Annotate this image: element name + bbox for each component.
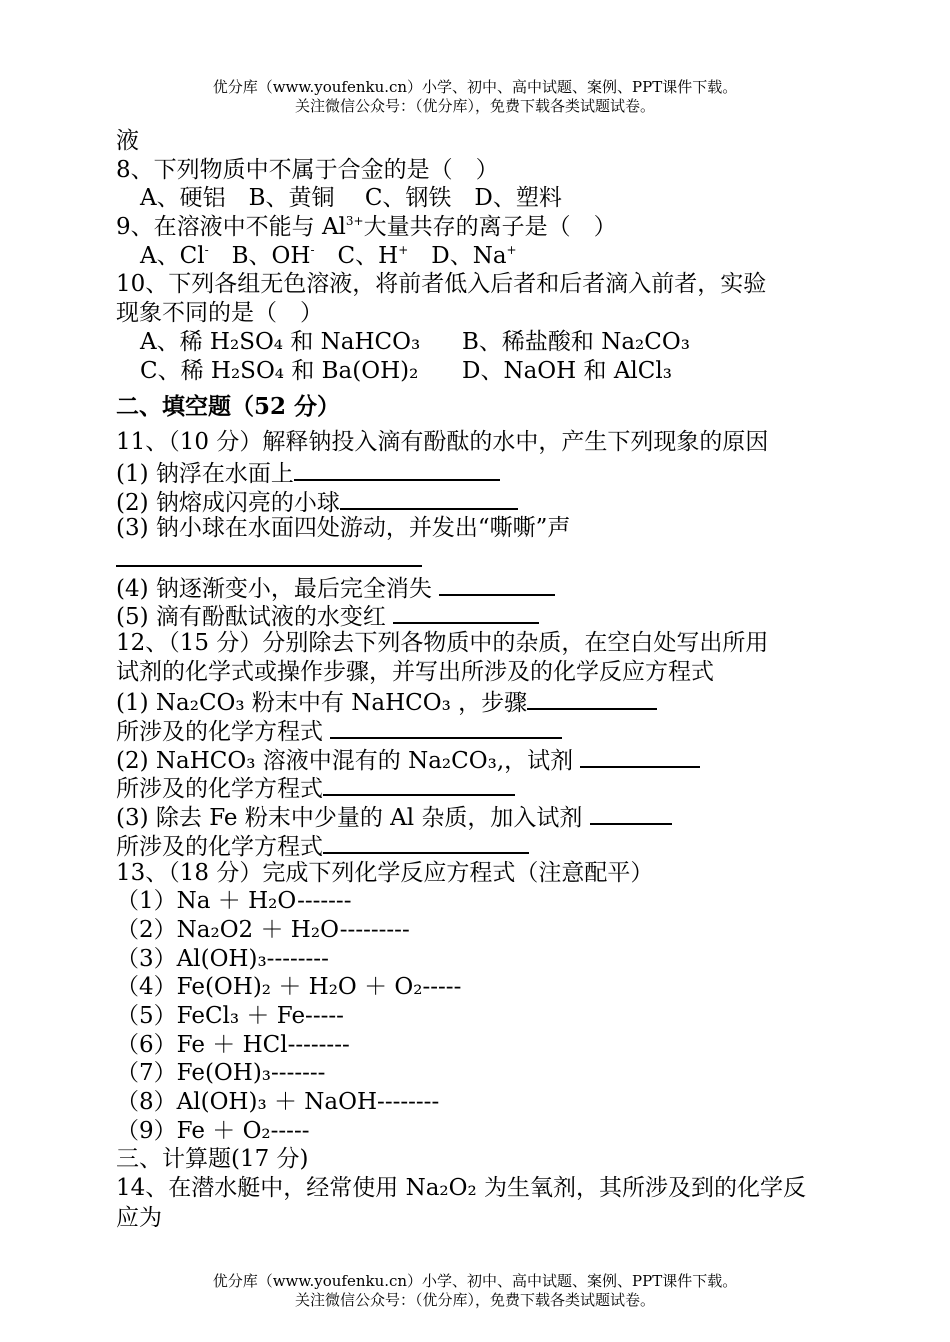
q9-options: A、Cl- B、OH- C、H+ D、Na+ xyxy=(140,242,517,269)
q13-item: （9）Fe ＋ O₂----- xyxy=(116,1117,310,1144)
q11-item-3: (3) 钠小球在水面四处游动，并发出“嘶嘶”声 xyxy=(116,515,571,542)
q13-item: （1）Na ＋ H₂O------- xyxy=(116,888,352,915)
answer-blank[interactable] xyxy=(323,772,515,796)
answer-blank[interactable] xyxy=(294,457,500,481)
q12-line-1: 12、（15 分）分别除去下列各物质中的杂质，在空白处写出所用 xyxy=(116,630,769,656)
q12-item-1: (1) Na₂CO₃ 粉末中有 NaHCO₃ ，步骤 xyxy=(116,686,856,715)
q12-equation-2: 所涉及的化学方程式 xyxy=(116,772,856,801)
q12-item-2: (2) NaHCO₃ 溶液中混有的 Na₂CO₃,，试剂 xyxy=(116,744,856,773)
page-footer xyxy=(0,1272,950,1310)
answer-blank[interactable] xyxy=(323,830,529,854)
q13-stem: 13、（18 分）完成下列化学反应方程式（注意配平） xyxy=(116,859,654,886)
q13-item: （3）Al(OH)₃-------- xyxy=(116,945,329,972)
q10-option-a: A、稀 H₂SO₄ 和 NaHCO₃ xyxy=(140,328,421,355)
q8-stem: 8、下列物质中不属于合金的是（ ） xyxy=(116,156,499,183)
q11-item-5: (5) 滴有酚酞试液的水变红 xyxy=(116,600,856,629)
answer-blank[interactable] xyxy=(393,600,539,624)
q11-item-1: (1) 钠浮在水面上 xyxy=(116,457,856,486)
answer-blank[interactable] xyxy=(116,543,422,567)
section-3-title: 三、计算题(17 分) xyxy=(116,1146,309,1173)
q10-line-1: 10、下列各组无色溶液，将前者低入后者和后者滴入前者，实验 xyxy=(116,271,767,298)
answer-blank[interactable] xyxy=(590,801,672,825)
q13-item: （2）Na₂O2 ＋ H₂O--------- xyxy=(116,916,410,943)
q9-stem: 9、在溶液中不能与 $Al^{3+}$大量共存的离子是（ ） xyxy=(116,214,617,241)
q14-line-2: 应为 xyxy=(116,1205,162,1232)
page-header xyxy=(0,78,950,116)
footer-line-1: 优分库（www.youfenku.cn）小学、初中、高中试题、案例、PPT课件下载。 xyxy=(212,1272,738,1290)
q10-option-c: C、稀 H₂SO₄ 和 Ba(OH)₂ xyxy=(140,357,419,384)
q13-item: （4）Fe(OH)₂ ＋ H₂O ＋ O₂----- xyxy=(116,974,462,1001)
footer-line-2: 关注微信公众号：（优分库），免费下载各类试题试卷。 xyxy=(294,1291,655,1309)
q12-line-2: 试剂的化学式或操作步骤，并写出所涉及的化学反应方程式 xyxy=(116,658,714,685)
q10-option-d: D、NaOH 和 AlCl₃ xyxy=(462,357,672,384)
q10-line-2: 现象不同的是（ ） xyxy=(116,300,323,327)
q7-tail: 液 xyxy=(116,128,139,154)
q12-equation-3: 所涉及的化学方程式 xyxy=(116,830,856,859)
q14-line-1: 14、在潜水艇中，经常使用 Na₂O₂ 为生氧剂，其所涉及到的化学反 xyxy=(116,1175,807,1202)
answer-blank[interactable] xyxy=(527,686,657,710)
q10-options-cd xyxy=(116,357,856,386)
q10-options-ab xyxy=(116,328,856,357)
answer-blank[interactable] xyxy=(340,486,518,510)
q11-item-3-answer-line xyxy=(116,543,856,572)
q13-item: （8）Al(OH)₃ ＋ NaOH-------- xyxy=(116,1089,440,1115)
q10-option-b: B、稀盐酸和 Na₂CO₃ xyxy=(462,328,690,355)
answer-blank[interactable] xyxy=(439,572,555,596)
q12-item-3: (3) 除去 Fe 粉末中少量的 Al 杂质，加入试剂 xyxy=(116,801,856,830)
exam-content xyxy=(116,127,856,1233)
header-line-2: 关注微信公众号：（优分库），免费下载各类试题试卷。 xyxy=(294,97,655,115)
q13-item: （5）FeCl₃ ＋ Fe----- xyxy=(116,1002,344,1029)
q13-item: （6）Fe ＋ HCl-------- xyxy=(116,1031,350,1058)
q11-stem: 11、（10 分）解释钠投入滴有酚酞的水中，产生下列现象的原因 xyxy=(116,429,769,456)
answer-blank[interactable] xyxy=(330,715,562,739)
q13-item: （7）Fe(OH)₃------- xyxy=(116,1060,326,1087)
q11-item-4: (4) 钠逐渐变小，最后完全消失 xyxy=(116,572,856,601)
section-2-title: 二、填空题（52 分） xyxy=(116,393,341,421)
q8-options: A、硬铝 B、黄铜 C、钢铁 D、塑料 xyxy=(140,185,562,212)
q12-equation-1: 所涉及的化学方程式 xyxy=(116,715,856,744)
answer-blank[interactable] xyxy=(580,744,700,768)
q11-item-2: (2) 钠熔成闪亮的小球 xyxy=(116,486,856,515)
header-line-1: 优分库（www.youfenku.cn）小学、初中、高中试题、案例、PPT课件下载。 xyxy=(212,78,738,96)
